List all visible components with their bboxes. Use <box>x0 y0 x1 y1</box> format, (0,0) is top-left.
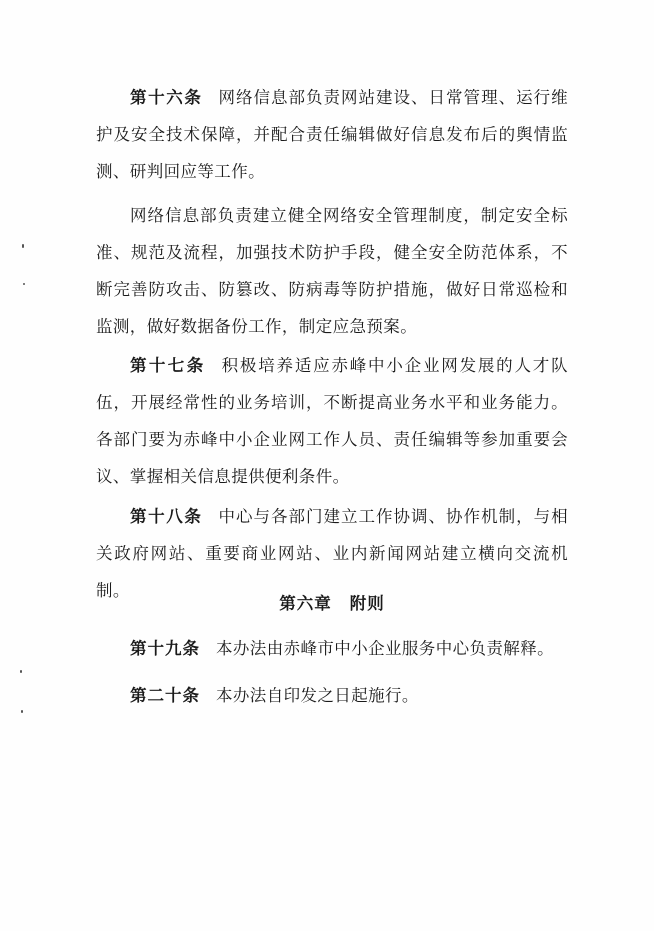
article-19 <box>96 630 568 667</box>
scan-speck <box>20 670 22 673</box>
scan-speck <box>22 244 24 248</box>
article-18-text: 中心与各部门建立工作协调、协作机制，与相关政府网站、重要商业网站、业内新闻网站建立横向交流机制。 <box>96 507 569 600</box>
scan-speck <box>23 283 25 285</box>
chapter-heading <box>96 585 568 622</box>
chapter-title: 附则 <box>349 594 385 613</box>
article-20-lead: 第二十条 <box>130 686 200 705</box>
article-19-lead: 第十九条 <box>130 639 200 658</box>
article-17-text: 积极培养适应赤峰中小企业网发展的人才队伍，开展经常性的业务培训，不断提高业务水平和业务能力。各部门要为赤峰中小企业网工作人员、责任编辑等参加重要会议、掌握相关信息提供便利条件。 <box>96 356 568 486</box>
article-16-lead: 第十六条 <box>130 88 203 107</box>
article-16-text: 网络信息部负责网站建设、日常管理、运行维护及安全技术保障，并配合责任编辑做好信息发布后的舆情监测、研判回应等工作。 <box>96 88 569 181</box>
article-20-text: 本办法自印发之日起施行。 <box>216 686 419 705</box>
article-19-text: 本办法由赤峰市中小企业服务中心负责解释。 <box>216 639 554 658</box>
chapter-number: 第六章 <box>279 594 332 613</box>
article-17-lead: 第十七条 <box>130 356 206 375</box>
article-16-paragraph-2 <box>96 197 568 345</box>
article-16-paragraph-2-text: 网络信息部负责建立健全网络安全管理制度，制定安全标准、规范及流程，加强技术防护手段，健全安全防范体系，不断完善防攻击、防篡改、防病毒等防护措施，做好日常巡检和监测，做好数据备份工作，制定应急预案。 <box>96 206 568 336</box>
article-17 <box>96 347 568 495</box>
article-16 <box>96 79 568 190</box>
article-20 <box>96 677 568 714</box>
article-18-lead: 第十八条 <box>130 507 203 526</box>
scan-speck <box>21 710 23 713</box>
